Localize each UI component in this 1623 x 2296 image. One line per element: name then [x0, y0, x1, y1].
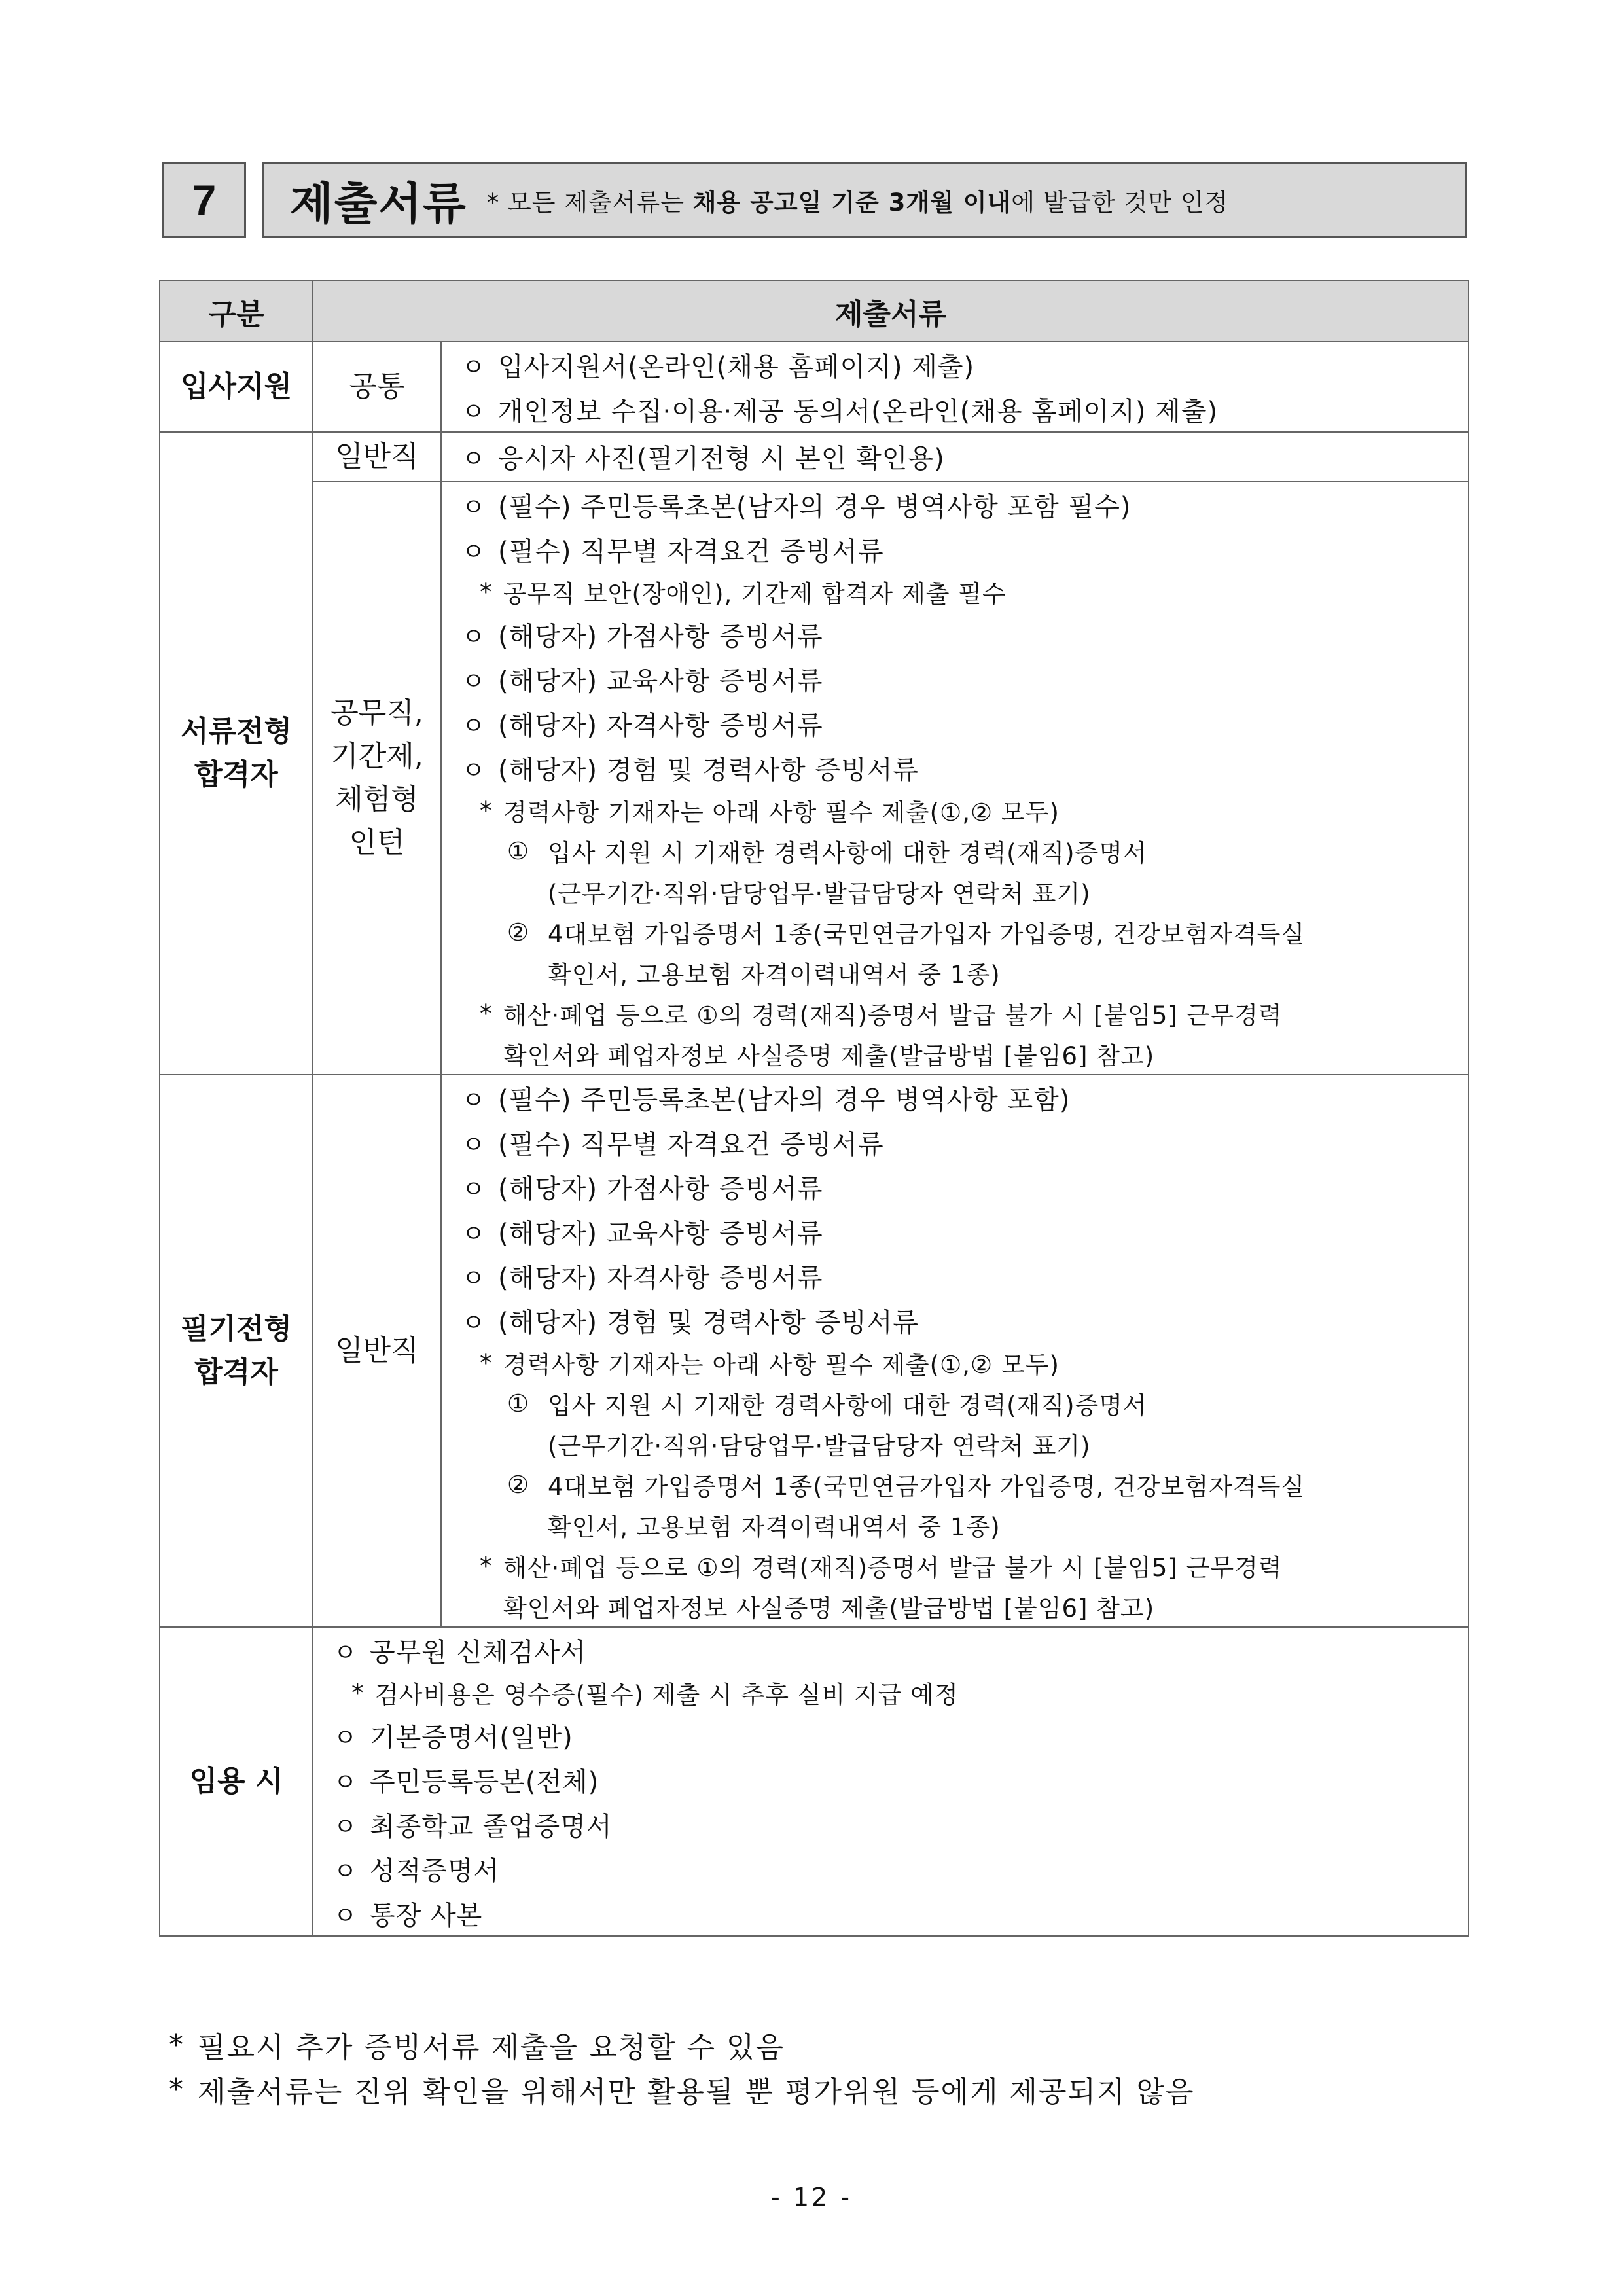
note-item: * 검사비용은 영수증(필수) 제출 시 추후 실비 지급 예정: [351, 1678, 959, 1709]
continuation-line: 확인서와 폐업자정보 사실증명 제출(발급방법 [붙임6] 참고): [503, 1594, 1155, 1623]
note-suffix: 에 발급한 것만 인정: [1011, 188, 1229, 217]
header-documents: 제출서류: [313, 281, 1469, 342]
category-written-pass: 필기전형 합격자: [160, 1075, 313, 1627]
list-item: ㅇ (해당자) 가점사항 증빙서류: [461, 621, 823, 652]
items-hire: [313, 1627, 1469, 1936]
table-header-row: [160, 281, 1469, 342]
list-item: ㅇ 주민등록등본(전체): [333, 1767, 599, 1797]
note-prefix: * 모든 제출서류는: [486, 188, 693, 217]
list-item: ㅇ (필수) 주민등록초본(남자의 경우 병역사항 포함): [461, 1085, 1071, 1115]
sub-doc-pass-other: 공무직, 기간제, 체험형 인턴: [313, 482, 441, 1075]
list-item: ㅇ 성적증명서: [333, 1856, 500, 1886]
documents-table: [159, 280, 1469, 1937]
note-item: * 해산·폐업 등으로 ①의 경력(재직)증명서 발급 불가 시 [붙임5] 근무경력: [480, 999, 1283, 1030]
items-written-pass: [441, 1075, 1469, 1627]
section-header: [162, 162, 1467, 240]
footnotes: [169, 2022, 1195, 2111]
table-row-written-pass: [160, 1075, 1469, 1627]
list-item: ㅇ (필수) 주민등록초본(남자의 경우 병역사항 포함 필수): [461, 492, 1132, 522]
section-number: 7: [162, 162, 246, 238]
list-item: ㅇ (해당자) 가점사항 증빙서류: [461, 1174, 823, 1204]
note-item: * 경력사항 기재자는 아래 사항 필수 제출(①,② 모두): [480, 1348, 1060, 1379]
section-title-box: [262, 162, 1467, 238]
list-item: ㅇ 최종학교 졸업증명서: [333, 1811, 613, 1842]
note-item: * 해산·폐업 등으로 ①의 경력(재직)증명서 발급 불가 시 [붙임5] 근무경력: [480, 1551, 1283, 1582]
list-item: ㅇ (해당자) 경험 및 경력사항 증빙서류: [461, 755, 919, 785]
list-item: ㅇ 응시자 사진(필기전형 시 본인 확인용): [461, 443, 945, 474]
category-apply: 입사지원: [160, 342, 313, 432]
continuation-line: 확인서와 폐업자정보 사실증명 제출(발급방법 [붙임6] 참고): [503, 1042, 1155, 1070]
continuation-line: 확인서, 고용보험 자격이력내역서 중 1종): [548, 1513, 1001, 1541]
category-hire: 임용 시: [160, 1627, 313, 1936]
list-item: ㅇ (필수) 직무별 자격요건 증빙서류: [461, 536, 884, 567]
continuation-line: (근무기간·직위·담당업무·발급담당자 연락처 표기): [548, 880, 1091, 908]
continuation-line: 확인서, 고용보험 자격이력내역서 중 1종): [548, 961, 1001, 989]
numbered-item: ② 4대보험 가입증명서 1종(국민연금가입자 가입증명, 건강보험자격득실: [507, 1470, 1306, 1501]
section-title: 제출서류: [290, 178, 467, 230]
list-item: ㅇ 개인정보 수집·이용·제공 동의서(온라인(채용 홈페이지) 제출): [461, 396, 1219, 427]
items-doc-pass-general: [441, 432, 1469, 482]
sub-written-pass: 일반직: [313, 1075, 441, 1627]
list-item: ㅇ 공무원 신체검사서: [333, 1637, 586, 1668]
numbered-item: ② 4대보험 가입증명서 1종(국민연금가입자 가입증명, 건강보험자격득실: [507, 918, 1306, 948]
category-doc-pass: 서류전형 합격자: [160, 432, 313, 1075]
list-item: ㅇ 입사지원서(온라인(채용 홈페이지) 제출): [461, 351, 975, 382]
items-doc-pass-other: [441, 482, 1469, 1075]
sub-apply-common: 공통: [313, 342, 441, 432]
table-row-hire: [160, 1627, 1469, 1936]
list-item: ㅇ (필수) 직무별 자격요건 증빙서류: [461, 1129, 884, 1160]
numbered-item: ① 입사 지원 시 기재한 경력사항에 대한 경력(재직)증명서: [507, 836, 1147, 867]
list-item: ㅇ (해당자) 경험 및 경력사항 증빙서류: [461, 1307, 919, 1338]
list-item: ㅇ 통장 사본: [333, 1900, 483, 1931]
list-item: ㅇ (해당자) 자격사항 증빙서류: [461, 1263, 823, 1293]
note-bold: 채용 공고일 기준 3개월 이내: [692, 188, 1012, 217]
table-row-doc-pass-other: [160, 482, 1469, 1075]
list-item: ㅇ (해당자) 자격사항 증빙서류: [461, 710, 823, 741]
list-item: ㅇ 기본증명서(일반): [333, 1722, 573, 1753]
sub-doc-pass-general: 일반직: [313, 432, 441, 482]
header-category: 구분: [160, 281, 313, 342]
list-item: ㅇ (해당자) 교육사항 증빙서류: [461, 666, 823, 696]
table-row-doc-pass-general: [160, 432, 1469, 482]
numbered-item: ① 입사 지원 시 기재한 경력사항에 대한 경력(재직)증명서: [507, 1389, 1147, 1420]
items-apply: [441, 342, 1469, 432]
section-note: [487, 183, 1229, 218]
note-item: * 경력사항 기재자는 아래 사항 필수 제출(①,② 모두): [480, 796, 1060, 827]
list-item: ㅇ (해당자) 교육사항 증빙서류: [461, 1218, 823, 1249]
page-number: - 12 -: [771, 2183, 852, 2212]
continuation-line: (근무기간·직위·담당업무·발급담당자 연락처 표기): [548, 1432, 1091, 1460]
footnote: * 제출서류는 진위 확인을 위해서만 활용될 뿐 평가위원 등에게 제공되지 않음: [169, 2072, 1195, 2109]
footnote: * 필요시 추가 증빙서류 제출을 요청할 수 있음: [169, 2028, 785, 2064]
table-row-apply: [160, 342, 1469, 432]
note-item: * 공무직 보안(장애인), 기간제 합격자 제출 필수: [480, 577, 1007, 608]
